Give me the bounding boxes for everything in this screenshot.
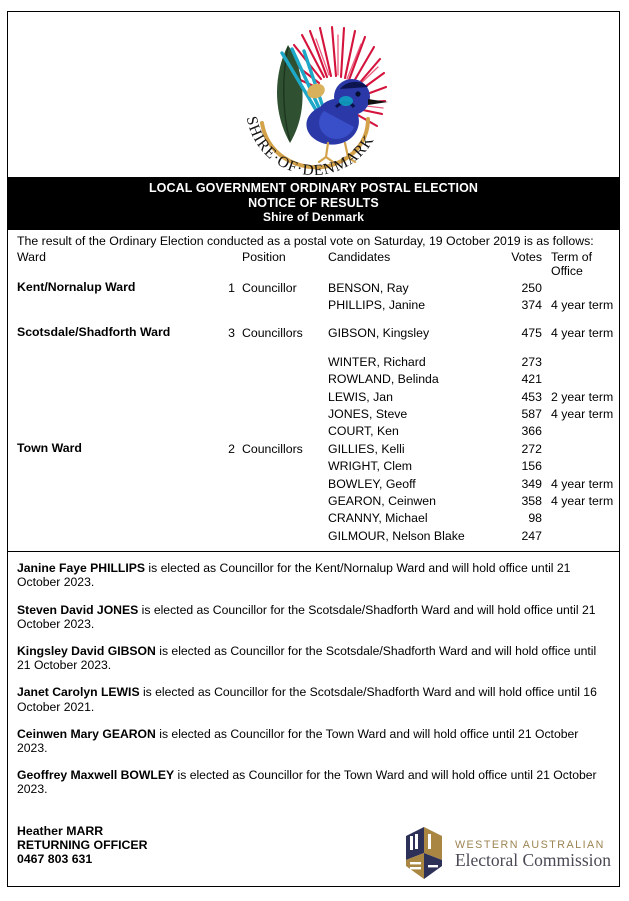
cell-votes: 453: [521, 389, 542, 404]
cell-num: [217, 423, 235, 440]
cell-votes: 587: [521, 406, 542, 421]
column-header-ward: Ward: [17, 249, 46, 264]
cell-pos: [235, 528, 328, 545]
cell-term: [542, 441, 619, 458]
cell-num: [217, 406, 235, 423]
cell-term: 4 year term: [551, 406, 614, 421]
intro-text: The result of the Ordinary Election conducted as a postal vote on Saturday, 19 October 2019 is as follows:: [17, 233, 594, 248]
declaration-person-name: Kingsley David GIBSON: [17, 644, 156, 658]
cell-cand: BENSON, Ray: [328, 280, 409, 295]
cell-votes: 272: [521, 441, 542, 456]
title-line-2: NOTICE OF RESULTS: [248, 195, 379, 210]
declaration-body: is elected as Councillor for the Town Ward and will hold office until 21 October 2023.: [17, 726, 579, 756]
cell-cand: ROWLAND, Belinda: [328, 372, 439, 387]
cell-pos: [235, 476, 328, 493]
cell-ward: Kent/Nornalup Ward: [17, 279, 136, 294]
table-row: [8, 423, 619, 440]
table-row: [8, 280, 619, 297]
waec-line-1: WESTERN AUSTRALIAN: [454, 838, 605, 851]
cell-votes: 374: [521, 297, 542, 312]
table-row: [8, 510, 619, 527]
svg-text:SHIRE·OF·DENMARK: SHIRE·OF·DENMARK: [242, 114, 378, 175]
cell-num: [217, 476, 235, 493]
cell-cand: JONES, Steve: [328, 406, 408, 421]
column-header-candidates: Candidates: [328, 249, 391, 264]
table-row: [8, 458, 619, 475]
declaration-body: is elected as Councillor for the Scotsdale/Shadforth Ward and will hold office until 16 October 2021.: [17, 685, 597, 714]
cell-term: 4 year term: [551, 476, 614, 491]
declaration-body: is elected as Councillor for the Town Ward and will hold office until 21 October 2023.: [17, 768, 597, 797]
cell-votes: 358: [521, 493, 542, 508]
declaration-person-name: Ceinwen Mary GEARON: [17, 726, 156, 741]
cell-cand: COURT, Ken: [328, 424, 399, 439]
cell-cand: WINTER, Richard: [328, 354, 426, 369]
cell-num: 2: [228, 441, 235, 456]
shire-of-denmark-crest-icon: [228, 15, 400, 175]
declaration-person-name: Janet Carolyn LEWIS: [17, 685, 140, 700]
cell-num: 3: [228, 326, 235, 341]
declaration-paragraph: [17, 603, 609, 631]
table-header-row: [8, 248, 619, 280]
cell-ward: [8, 406, 217, 423]
declaration-person-name: Geoffrey Maxwell BOWLEY: [17, 768, 175, 783]
cell-term: [542, 280, 619, 297]
cell-cand: BOWLEY, Geoff: [328, 476, 416, 491]
table-row: [8, 476, 619, 493]
cell-ward: [8, 493, 217, 510]
cell-cand: CRANNY, Michael: [328, 511, 428, 526]
declaration-paragraph: [17, 727, 609, 755]
table-row: [8, 528, 619, 545]
cell-ward: [8, 510, 217, 527]
table-row: [8, 371, 619, 388]
column-header-votes: Votes: [511, 249, 542, 264]
cell-ward: Town Ward: [17, 440, 82, 455]
results-table: [8, 248, 619, 546]
results-table-body: [8, 280, 619, 546]
cell-votes: 475: [521, 326, 542, 341]
notice-document: [7, 11, 620, 887]
cell-num: [217, 458, 235, 475]
officer-name: Heather MARR: [17, 823, 104, 838]
declaration-person-name: Steven David JONES: [17, 602, 139, 617]
declaration-body: is elected as Councillor for the Scotsdale/Shadforth Ward and will hold office until 21 October 2023.: [17, 644, 597, 673]
cell-pos: [235, 493, 328, 510]
cell-pos: [235, 423, 328, 440]
declaration-paragraph: [17, 561, 609, 589]
cell-term: [542, 371, 619, 388]
cell-term: 4 year term: [551, 493, 614, 508]
wa-electoral-commission-logo: [402, 824, 611, 884]
cell-pos: [235, 406, 328, 423]
cell-ward: [8, 371, 217, 388]
cell-term: [542, 458, 619, 475]
cell-num: 1: [228, 280, 235, 295]
cell-ward: [8, 458, 217, 475]
cell-num: [217, 510, 235, 527]
column-header-term: Term of Office: [551, 249, 592, 278]
title-line-3: Shire of Denmark: [263, 210, 364, 224]
waec-line-2: Electoral Commission: [454, 850, 611, 871]
declaration-paragraph: [17, 685, 609, 713]
cell-cand: PHILLIPS, Janine: [328, 297, 426, 312]
cell-pos: [235, 354, 328, 371]
table-spacer-row: [8, 343, 619, 354]
declaration-paragraph: [17, 644, 609, 672]
waec-monogram-icon: [402, 826, 446, 884]
cell-cand: GILLIES, Kelli: [328, 441, 405, 456]
table-row: [8, 354, 619, 371]
cell-ward: [8, 528, 217, 545]
cell-term: [542, 354, 619, 371]
cell-num: [217, 493, 235, 510]
footer: [8, 810, 619, 884]
cell-votes: 349: [521, 476, 542, 491]
declarations-section: [8, 552, 619, 796]
declaration-body: is elected as Councillor for the Scotsdale/Shadforth Ward and will hold office until 21 October 2023.: [17, 602, 596, 631]
cell-ward: [8, 297, 217, 314]
declaration-body: is elected as Councillor for the Kent/Nornalup Ward and will hold office until 21 October 2023.: [17, 561, 571, 590]
declaration-person-name: Janine Faye PHILLIPS: [17, 561, 146, 576]
cell-ward: [8, 423, 217, 440]
cell-votes: 421: [521, 372, 542, 387]
cell-num: [217, 371, 235, 388]
officer-phone: 0467 803 631: [17, 852, 93, 867]
crest-container: [8, 12, 619, 177]
cell-votes: 247: [521, 528, 542, 543]
cell-num: [217, 297, 235, 314]
cell-pos: Councillors: [242, 326, 303, 341]
cell-cand: WRIGHT, Clem: [328, 459, 413, 474]
cell-pos: Councillors: [242, 441, 303, 456]
declaration-paragraph: [17, 768, 609, 796]
cell-pos: [235, 458, 328, 475]
cell-ward: Scotsdale/Shadforth Ward: [17, 325, 171, 340]
cell-cand: GILMOUR, Nelson Blake: [328, 528, 465, 543]
cell-num: [217, 528, 235, 545]
cell-num: [217, 354, 235, 371]
cell-votes: 366: [521, 424, 542, 439]
table-row: [8, 441, 619, 458]
title-line-1: LOCAL GOVERNMENT ORDINARY POSTAL ELECTION: [148, 181, 479, 195]
cell-votes: 250: [521, 280, 542, 295]
cell-term: [542, 528, 619, 545]
officer-title: RETURNING OFFICER: [17, 837, 148, 852]
cell-cand: GEARON, Ceinwen: [328, 493, 436, 508]
table-row: [8, 297, 619, 314]
cell-term: 4 year term: [551, 297, 614, 312]
table-row: [8, 406, 619, 423]
cell-pos: [235, 510, 328, 527]
cell-cand: LEWIS, Jan: [328, 389, 393, 404]
cell-ward: [8, 476, 217, 493]
cell-pos: [235, 371, 328, 388]
cell-votes: 273: [521, 354, 542, 369]
waec-wordmark: [455, 840, 611, 870]
table-row: [8, 389, 619, 406]
cell-pos: [235, 297, 328, 314]
cell-term: 4 year term: [551, 326, 614, 341]
cell-ward: [8, 389, 217, 406]
returning-officer-block: [17, 824, 147, 867]
cell-pos: Councillor: [242, 280, 297, 295]
cell-cand: GIBSON, Kingsley: [328, 326, 430, 341]
column-header-position: Position: [242, 249, 286, 264]
cell-term: [542, 423, 619, 440]
cell-num: [217, 389, 235, 406]
cell-term: [542, 510, 619, 527]
cell-votes: 156: [521, 459, 542, 474]
table-row: [8, 493, 619, 510]
table-spacer-row: [8, 314, 619, 325]
cell-ward: [8, 354, 217, 371]
cell-votes: 98: [528, 511, 542, 526]
cell-pos: [235, 389, 328, 406]
table-row: [8, 325, 619, 342]
cell-term: 2 year term: [551, 389, 614, 404]
title-band: [8, 177, 619, 230]
